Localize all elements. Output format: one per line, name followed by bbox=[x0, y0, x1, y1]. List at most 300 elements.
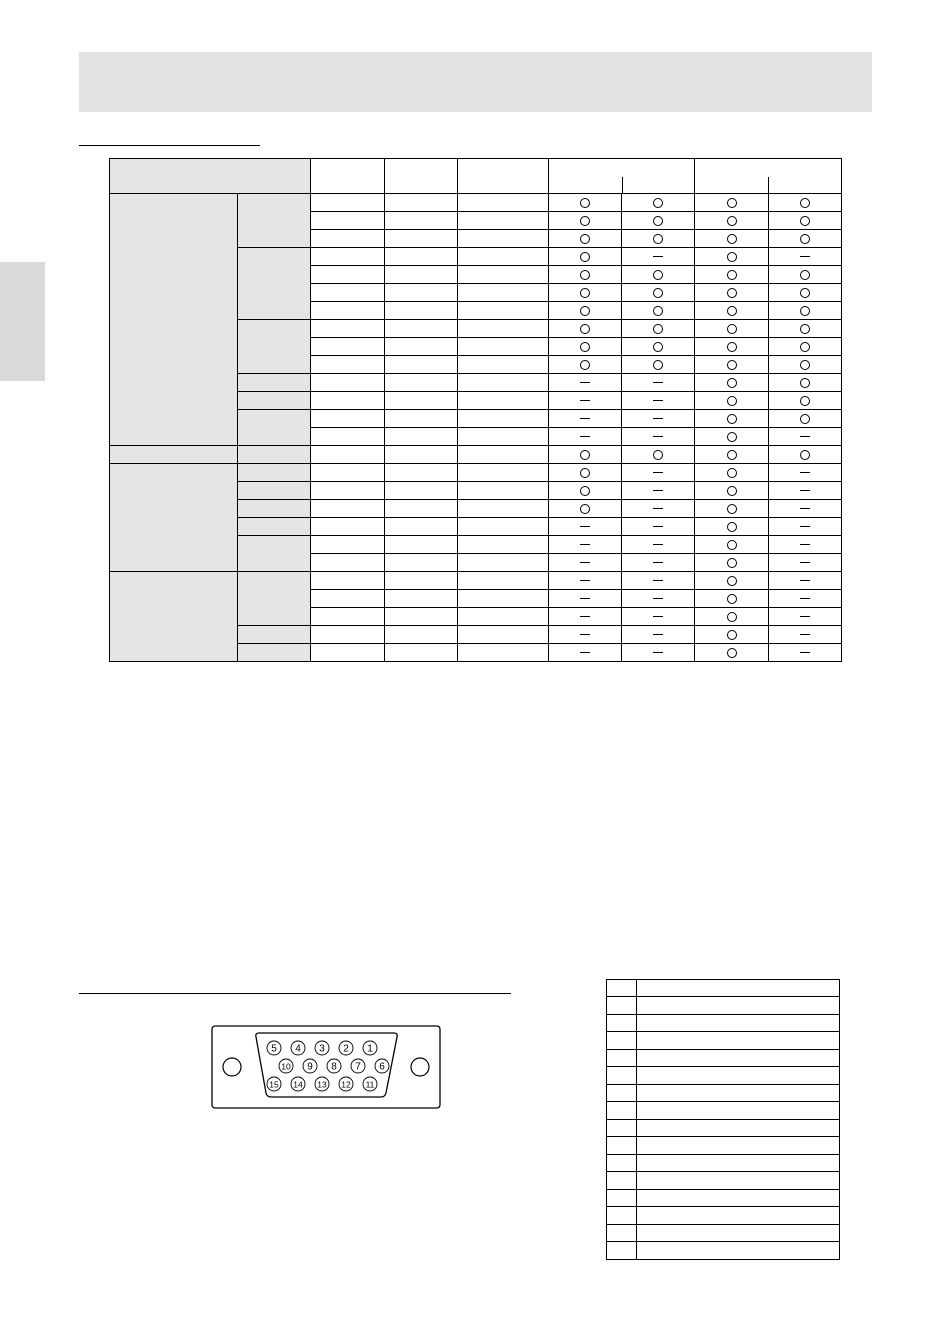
support-cell bbox=[769, 284, 842, 302]
supported-mark-icon bbox=[727, 378, 737, 388]
pin-number-label: 9 bbox=[307, 1061, 313, 1073]
supported-mark-icon bbox=[653, 216, 663, 226]
support-cell bbox=[622, 302, 695, 320]
mode-subgroup-cell bbox=[238, 374, 311, 392]
value-cell bbox=[458, 266, 549, 284]
value-cell bbox=[458, 518, 549, 536]
pin-number-label: 10 bbox=[281, 1061, 291, 1072]
not-supported-mark-icon bbox=[653, 382, 663, 383]
signal-timing-table bbox=[109, 158, 842, 662]
mode-group-cell bbox=[110, 464, 238, 572]
support-cell bbox=[622, 572, 695, 590]
not-supported-mark-icon bbox=[580, 418, 590, 419]
supported-mark-icon bbox=[800, 288, 810, 298]
support-cell bbox=[549, 266, 622, 284]
header-cell bbox=[607, 980, 637, 997]
value-cell bbox=[458, 230, 549, 248]
value-cell bbox=[458, 320, 549, 338]
value-cell bbox=[385, 248, 458, 266]
supported-mark-icon bbox=[800, 270, 810, 280]
supported-mark-icon bbox=[800, 324, 810, 334]
supported-mark-icon bbox=[653, 198, 663, 208]
pin-table-header-row bbox=[607, 980, 840, 997]
supported-mark-icon bbox=[727, 612, 737, 622]
supported-mark-icon bbox=[800, 216, 810, 226]
pin-table-row bbox=[607, 1119, 840, 1137]
value-cell bbox=[311, 302, 385, 320]
support-cell bbox=[769, 230, 842, 248]
pin-number-cell bbox=[607, 1014, 637, 1032]
value-cell bbox=[385, 608, 458, 626]
not-supported-mark-icon bbox=[580, 436, 590, 437]
pin-table-row bbox=[607, 1207, 840, 1225]
supported-mark-icon bbox=[727, 468, 737, 478]
support-cell bbox=[769, 464, 842, 482]
support-cell bbox=[695, 212, 769, 230]
d-sub-connector-diagram bbox=[211, 1025, 441, 1109]
not-supported-mark-icon bbox=[580, 652, 590, 653]
supported-mark-icon bbox=[580, 450, 590, 460]
support-cell bbox=[549, 644, 622, 662]
pin-function-cell bbox=[637, 1224, 840, 1242]
mode-subgroup-cell bbox=[238, 500, 311, 518]
support-cell bbox=[769, 590, 842, 608]
value-cell bbox=[385, 464, 458, 482]
value-cell bbox=[458, 428, 549, 446]
pin-table-row bbox=[607, 1224, 840, 1242]
not-supported-mark-icon bbox=[653, 508, 663, 509]
not-supported-mark-icon bbox=[653, 526, 663, 527]
value-cell bbox=[458, 608, 549, 626]
support-cell bbox=[769, 248, 842, 266]
mode-group-cell bbox=[110, 572, 238, 662]
supported-mark-icon bbox=[800, 378, 810, 388]
header-band bbox=[79, 52, 872, 112]
supported-mark-icon bbox=[800, 414, 810, 424]
pin-number-cell bbox=[607, 1084, 637, 1102]
value-cell bbox=[385, 644, 458, 662]
support-cell bbox=[549, 194, 622, 212]
not-supported-mark-icon bbox=[800, 436, 810, 437]
supported-mark-icon bbox=[580, 504, 590, 514]
value-cell bbox=[458, 284, 549, 302]
mode-subgroup-cell bbox=[238, 194, 311, 248]
value-cell bbox=[385, 230, 458, 248]
not-supported-mark-icon bbox=[580, 544, 590, 545]
supported-mark-icon bbox=[727, 396, 737, 406]
table-header-row bbox=[110, 159, 842, 194]
value-cell bbox=[311, 590, 385, 608]
mode-subgroup-cell bbox=[238, 320, 311, 374]
supported-mark-icon bbox=[653, 288, 663, 298]
value-cell bbox=[311, 482, 385, 500]
support-cell bbox=[549, 374, 622, 392]
header-cell bbox=[549, 159, 695, 194]
pin-table-row bbox=[607, 1172, 840, 1190]
header-cell bbox=[458, 159, 549, 194]
supported-mark-icon bbox=[727, 198, 737, 208]
value-cell bbox=[385, 626, 458, 644]
support-cell bbox=[769, 266, 842, 284]
value-cell bbox=[311, 410, 385, 428]
value-cell bbox=[311, 212, 385, 230]
not-supported-mark-icon bbox=[800, 580, 810, 581]
value-cell bbox=[385, 428, 458, 446]
pin-number-label: 5 bbox=[271, 1043, 277, 1055]
header-cell bbox=[637, 980, 840, 997]
value-cell bbox=[385, 590, 458, 608]
support-cell bbox=[695, 266, 769, 284]
not-supported-mark-icon bbox=[800, 562, 810, 563]
mode-subgroup-cell bbox=[238, 248, 311, 320]
supported-mark-icon bbox=[727, 288, 737, 298]
support-cell bbox=[622, 536, 695, 554]
value-cell bbox=[385, 302, 458, 320]
support-cell bbox=[695, 536, 769, 554]
supported-mark-icon bbox=[727, 558, 737, 568]
header-cell bbox=[385, 159, 458, 194]
supported-mark-icon bbox=[580, 252, 590, 262]
pin-table-row bbox=[607, 1102, 840, 1120]
supported-mark-icon bbox=[800, 360, 810, 370]
language-side-tab bbox=[0, 262, 45, 381]
support-cell bbox=[549, 446, 622, 464]
mode-subgroup-cell bbox=[238, 518, 311, 536]
not-supported-mark-icon bbox=[580, 634, 590, 635]
supported-mark-icon bbox=[800, 396, 810, 406]
value-cell bbox=[385, 572, 458, 590]
supported-mark-icon bbox=[727, 324, 737, 334]
support-cell bbox=[695, 482, 769, 500]
not-supported-mark-icon bbox=[800, 508, 810, 509]
supported-mark-icon bbox=[653, 342, 663, 352]
support-cell bbox=[622, 446, 695, 464]
supported-mark-icon bbox=[800, 234, 810, 244]
value-cell bbox=[385, 266, 458, 284]
value-cell bbox=[458, 644, 549, 662]
value-cell bbox=[458, 572, 549, 590]
support-cell bbox=[695, 356, 769, 374]
not-supported-mark-icon bbox=[800, 598, 810, 599]
mounting-hole-right bbox=[411, 1058, 429, 1076]
value-cell bbox=[385, 482, 458, 500]
value-cell bbox=[458, 338, 549, 356]
value-cell bbox=[311, 464, 385, 482]
support-cell bbox=[622, 428, 695, 446]
support-cell bbox=[549, 518, 622, 536]
supported-mark-icon bbox=[727, 630, 737, 640]
supported-mark-icon bbox=[653, 450, 663, 460]
pin-function-cell bbox=[637, 1119, 840, 1137]
support-cell bbox=[695, 410, 769, 428]
mounting-hole-left bbox=[223, 1058, 241, 1076]
supported-mark-icon bbox=[727, 306, 737, 316]
pin-number-cell bbox=[607, 1049, 637, 1067]
supported-mark-icon bbox=[580, 468, 590, 478]
not-supported-mark-icon bbox=[653, 544, 663, 545]
support-cell bbox=[622, 230, 695, 248]
support-cell bbox=[695, 626, 769, 644]
support-cell bbox=[695, 518, 769, 536]
value-cell bbox=[458, 302, 549, 320]
not-supported-mark-icon bbox=[580, 598, 590, 599]
support-cell bbox=[695, 320, 769, 338]
support-cell bbox=[622, 644, 695, 662]
value-cell bbox=[311, 554, 385, 572]
value-cell bbox=[385, 284, 458, 302]
not-supported-mark-icon bbox=[800, 616, 810, 617]
support-cell bbox=[622, 464, 695, 482]
pin-number-cell bbox=[607, 1242, 637, 1260]
supported-mark-icon bbox=[727, 342, 737, 352]
not-supported-mark-icon bbox=[653, 418, 663, 419]
support-cell bbox=[549, 356, 622, 374]
support-cell bbox=[549, 608, 622, 626]
support-cell bbox=[769, 536, 842, 554]
support-cell bbox=[549, 284, 622, 302]
support-cell bbox=[549, 392, 622, 410]
support-cell bbox=[549, 500, 622, 518]
support-cell bbox=[695, 428, 769, 446]
supported-mark-icon bbox=[800, 342, 810, 352]
pin-number-cell bbox=[607, 1137, 637, 1155]
support-cell bbox=[769, 644, 842, 662]
not-supported-mark-icon bbox=[800, 544, 810, 545]
mode-subgroup-cell bbox=[238, 392, 311, 410]
pin-table-row bbox=[607, 1137, 840, 1155]
support-cell bbox=[695, 590, 769, 608]
mode-subgroup-cell bbox=[238, 446, 311, 464]
support-cell bbox=[695, 572, 769, 590]
value-cell bbox=[458, 482, 549, 500]
support-cell bbox=[549, 590, 622, 608]
mode-subgroup-cell bbox=[238, 482, 311, 500]
support-cell bbox=[622, 320, 695, 338]
value-cell bbox=[311, 428, 385, 446]
support-cell bbox=[769, 482, 842, 500]
supported-mark-icon bbox=[727, 594, 737, 604]
section-heading-rule bbox=[79, 145, 260, 146]
support-cell bbox=[549, 482, 622, 500]
value-cell bbox=[458, 536, 549, 554]
value-cell bbox=[385, 374, 458, 392]
support-cell bbox=[695, 338, 769, 356]
value-cell bbox=[385, 446, 458, 464]
support-cell bbox=[549, 320, 622, 338]
support-cell bbox=[622, 482, 695, 500]
pin-assignment-table bbox=[606, 979, 840, 1260]
pin-number-cell bbox=[607, 1172, 637, 1190]
value-cell bbox=[311, 536, 385, 554]
supported-mark-icon bbox=[580, 234, 590, 244]
pin-number-label: 1 bbox=[367, 1043, 373, 1055]
not-supported-mark-icon bbox=[653, 652, 663, 653]
supported-mark-icon bbox=[727, 576, 737, 586]
support-cell bbox=[769, 410, 842, 428]
not-supported-mark-icon bbox=[580, 382, 590, 383]
value-cell bbox=[385, 410, 458, 428]
value-cell bbox=[385, 500, 458, 518]
table-row bbox=[110, 572, 842, 590]
pin-function-cell bbox=[637, 1189, 840, 1207]
supported-mark-icon bbox=[653, 234, 663, 244]
header-cell bbox=[695, 159, 842, 194]
support-cell bbox=[695, 230, 769, 248]
value-cell bbox=[458, 464, 549, 482]
value-cell bbox=[385, 194, 458, 212]
not-supported-mark-icon bbox=[653, 562, 663, 563]
support-cell bbox=[695, 554, 769, 572]
table-row bbox=[110, 194, 842, 212]
value-cell bbox=[311, 338, 385, 356]
value-cell bbox=[385, 518, 458, 536]
support-cell bbox=[769, 194, 842, 212]
not-supported-mark-icon bbox=[580, 580, 590, 581]
value-cell bbox=[458, 590, 549, 608]
not-supported-mark-icon bbox=[580, 616, 590, 617]
value-cell bbox=[385, 338, 458, 356]
pin-function-cell bbox=[637, 1049, 840, 1067]
value-cell bbox=[311, 284, 385, 302]
support-cell bbox=[622, 608, 695, 626]
support-cell bbox=[549, 302, 622, 320]
pin-table-row bbox=[607, 1242, 840, 1260]
pin-number-label: 11 bbox=[365, 1079, 375, 1090]
value-cell bbox=[311, 266, 385, 284]
mode-subgroup-cell bbox=[238, 410, 311, 446]
pin-function-cell bbox=[637, 1032, 840, 1050]
pin-function-cell bbox=[637, 1102, 840, 1120]
value-cell bbox=[311, 230, 385, 248]
support-cell bbox=[549, 248, 622, 266]
supported-mark-icon bbox=[727, 522, 737, 532]
pin-number-label: 2 bbox=[343, 1043, 349, 1055]
value-cell bbox=[311, 500, 385, 518]
support-cell bbox=[549, 572, 622, 590]
not-supported-mark-icon bbox=[800, 652, 810, 653]
table-row bbox=[110, 464, 842, 482]
support-cell bbox=[769, 356, 842, 374]
pin-table-row bbox=[607, 1084, 840, 1102]
pin-table-row bbox=[607, 1067, 840, 1085]
support-cell bbox=[769, 392, 842, 410]
support-cell bbox=[622, 338, 695, 356]
pin-table-row bbox=[607, 1032, 840, 1050]
mode-group-cell bbox=[110, 194, 238, 446]
value-cell bbox=[458, 446, 549, 464]
supported-mark-icon bbox=[653, 306, 663, 316]
supported-mark-icon bbox=[727, 216, 737, 226]
value-cell bbox=[458, 410, 549, 428]
supported-mark-icon bbox=[580, 216, 590, 226]
support-cell bbox=[622, 392, 695, 410]
support-cell bbox=[695, 194, 769, 212]
supported-mark-icon bbox=[653, 360, 663, 370]
header-cell bbox=[110, 159, 311, 194]
value-cell bbox=[311, 518, 385, 536]
supported-mark-icon bbox=[580, 360, 590, 370]
value-cell bbox=[458, 212, 549, 230]
support-cell bbox=[695, 392, 769, 410]
pin-number-cell bbox=[607, 1207, 637, 1225]
pin-function-cell bbox=[637, 1242, 840, 1260]
support-cell bbox=[769, 500, 842, 518]
value-cell bbox=[458, 500, 549, 518]
support-cell bbox=[769, 374, 842, 392]
not-supported-mark-icon bbox=[800, 634, 810, 635]
table-row bbox=[110, 446, 842, 464]
value-cell bbox=[311, 248, 385, 266]
value-cell bbox=[311, 392, 385, 410]
value-cell bbox=[385, 320, 458, 338]
value-cell bbox=[458, 356, 549, 374]
mode-subgroup-cell bbox=[238, 644, 311, 662]
support-cell bbox=[622, 374, 695, 392]
supported-mark-icon bbox=[727, 414, 737, 424]
pin-number-label: 6 bbox=[379, 1061, 385, 1073]
not-supported-mark-icon bbox=[580, 562, 590, 563]
supported-mark-icon bbox=[800, 306, 810, 316]
pin-number-cell bbox=[607, 1067, 637, 1085]
pin-number-cell bbox=[607, 1032, 637, 1050]
supported-mark-icon bbox=[580, 306, 590, 316]
pin-table-row bbox=[607, 1014, 840, 1032]
supported-mark-icon bbox=[727, 504, 737, 514]
supported-mark-icon bbox=[727, 432, 737, 442]
supported-mark-icon bbox=[727, 270, 737, 280]
pin-table-row bbox=[607, 1189, 840, 1207]
supported-mark-icon bbox=[580, 288, 590, 298]
support-cell bbox=[695, 608, 769, 626]
support-cell bbox=[622, 500, 695, 518]
not-supported-mark-icon bbox=[653, 598, 663, 599]
support-cell bbox=[769, 212, 842, 230]
pin-function-cell bbox=[637, 1154, 840, 1172]
pin-function-cell bbox=[637, 1207, 840, 1225]
pin-number-cell bbox=[607, 997, 637, 1015]
support-cell bbox=[622, 518, 695, 536]
support-cell bbox=[769, 320, 842, 338]
supported-mark-icon bbox=[653, 270, 663, 280]
value-cell bbox=[311, 374, 385, 392]
support-cell bbox=[549, 554, 622, 572]
not-supported-mark-icon bbox=[653, 400, 663, 401]
value-cell bbox=[311, 608, 385, 626]
support-cell bbox=[622, 590, 695, 608]
pin-function-cell bbox=[637, 1137, 840, 1155]
mode-subgroup-cell bbox=[238, 626, 311, 644]
supported-mark-icon bbox=[727, 648, 737, 658]
header-cell bbox=[311, 159, 385, 194]
supported-mark-icon bbox=[727, 540, 737, 550]
not-supported-mark-icon bbox=[653, 580, 663, 581]
not-supported-mark-icon bbox=[653, 490, 663, 491]
support-cell bbox=[549, 230, 622, 248]
value-cell bbox=[458, 626, 549, 644]
support-cell bbox=[695, 500, 769, 518]
support-cell bbox=[549, 338, 622, 356]
support-cell bbox=[549, 464, 622, 482]
support-cell bbox=[695, 644, 769, 662]
value-cell bbox=[385, 356, 458, 374]
support-cell bbox=[769, 302, 842, 320]
support-cell bbox=[695, 464, 769, 482]
support-cell bbox=[622, 212, 695, 230]
supported-mark-icon bbox=[653, 324, 663, 334]
support-cell bbox=[622, 356, 695, 374]
pin-table-row bbox=[607, 1049, 840, 1067]
value-cell bbox=[311, 626, 385, 644]
